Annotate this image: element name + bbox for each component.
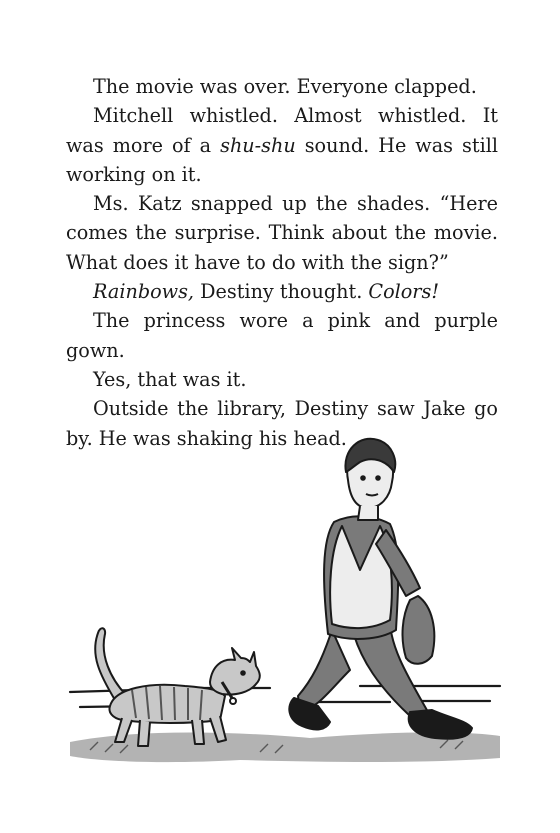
text-run: Destiny thought. [194, 280, 369, 304]
text-run: The movie was over. Everyone clapped. [93, 75, 477, 98]
text-run: Yes, that was it. [93, 367, 247, 391]
italic-text: Colors! [368, 280, 440, 304]
text-run: sound. He was still working on it. [66, 133, 498, 186]
cat-collar-tag [230, 698, 236, 704]
page-text [66, 72, 498, 453]
boy-back-leg [298, 630, 350, 712]
paragraph [66, 277, 498, 306]
cat-head [210, 648, 260, 695]
paragraph [66, 101, 498, 189]
text-run: Ms. Katz snapped up the shades. “Here comes the surprise. Think about the movie. What does it have to do with the sign?” [66, 192, 498, 274]
italic-text: Rainbows, [93, 280, 195, 304]
boy-bag [403, 596, 435, 664]
paragraph [66, 72, 498, 101]
cat-tail [95, 628, 126, 700]
text-run: The princess wore a pink and purple gown. [66, 309, 498, 362]
illustration-boy-and-cat [60, 420, 510, 790]
boy [289, 439, 472, 739]
paragraph [66, 365, 498, 394]
boy-neck [358, 506, 378, 520]
cat-body [110, 685, 226, 723]
text-run: Outside the library, Destiny saw Jake go by. He was shaking his head. [66, 397, 498, 450]
paragraph [66, 189, 498, 277]
paragraph [66, 306, 498, 365]
italic-text: shu-shu [220, 133, 296, 157]
text-run: Mitchell whistled. Almost whistled. It was more of a [66, 104, 498, 157]
cat [95, 628, 260, 746]
